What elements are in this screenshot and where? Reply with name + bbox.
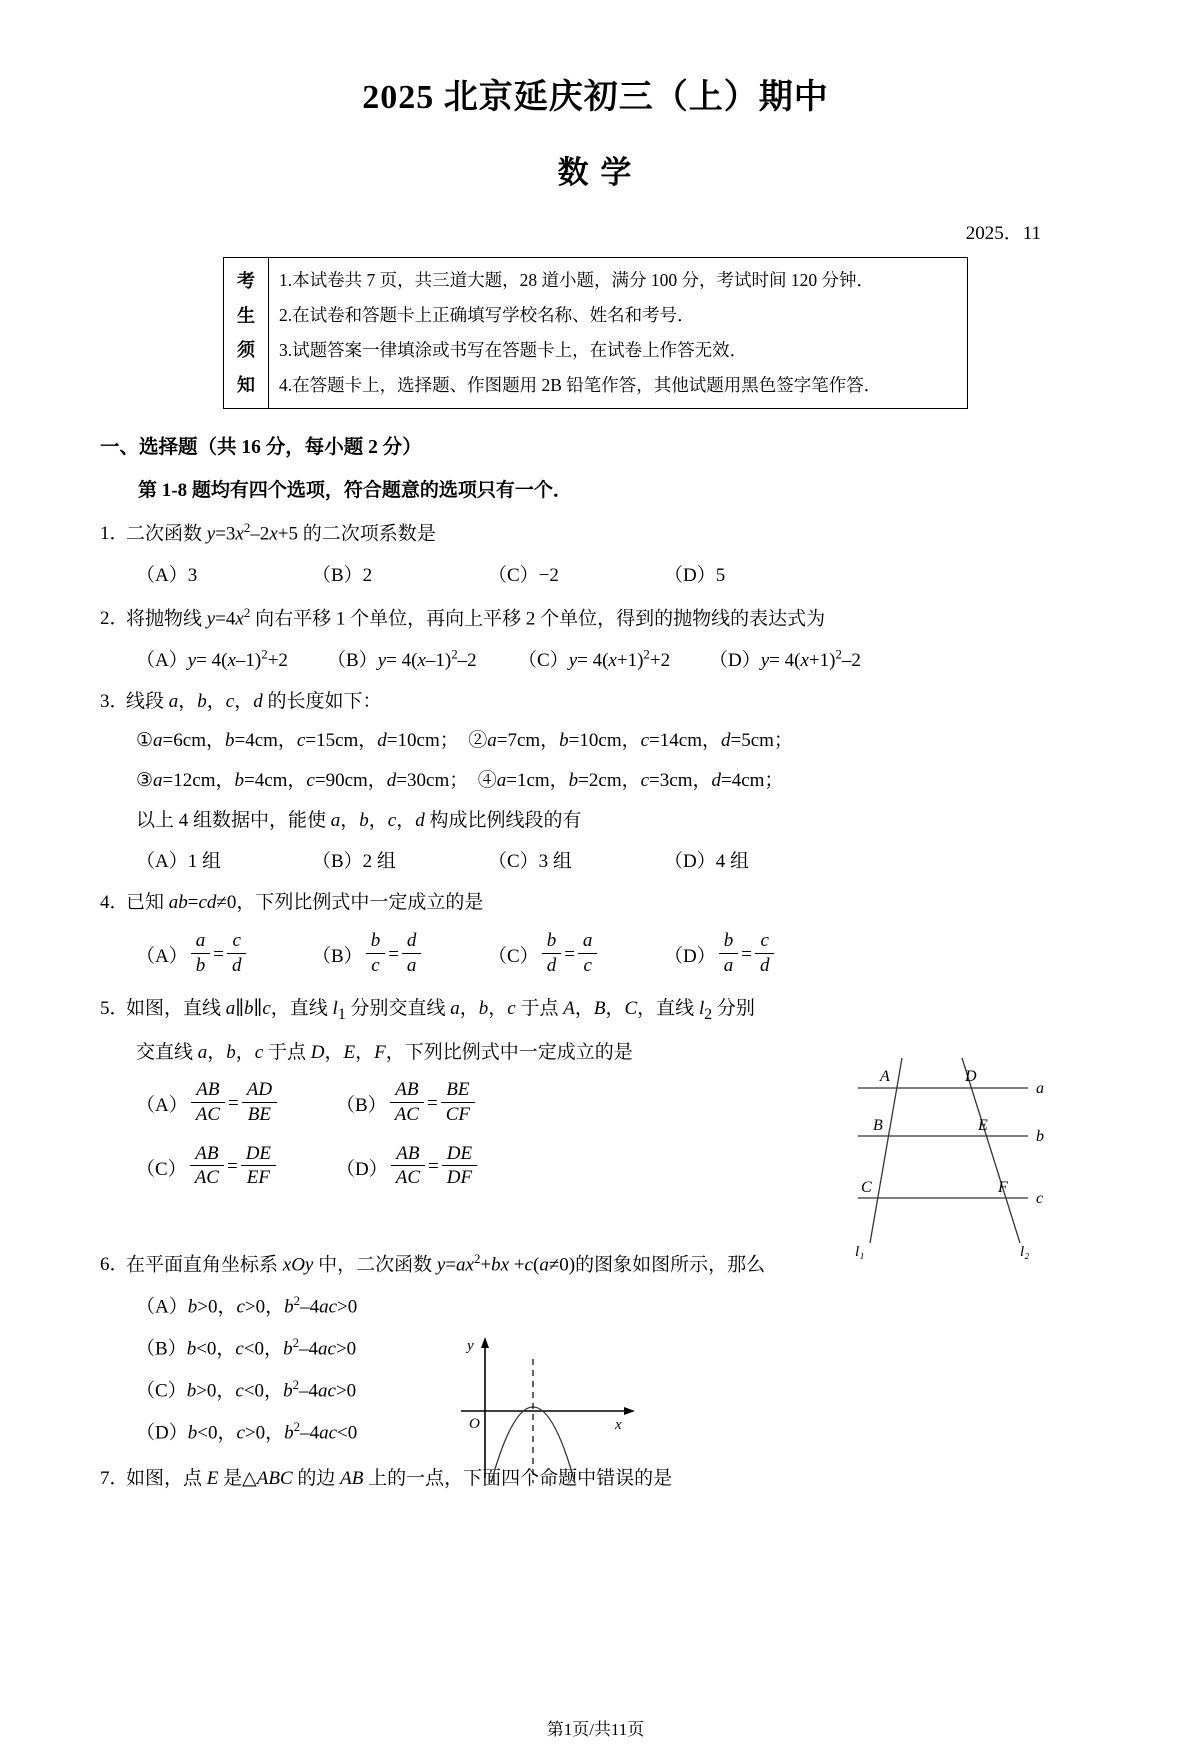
question-1-option-d[interactable]: （D）5 [664,564,726,586]
question-3-option-d[interactable]: （D）4 组 [664,851,749,873]
question-3-number: 3． [100,690,129,712]
fraction: $\frac{b}{c}$ [366,929,386,978]
question-7: 7．如图，点 E 是△ABC 的边 AB 上的一点，下面四个命题中错误的是 [100,1466,1101,1492]
question-3-option-b[interactable]: （B）2 组 [312,851,396,873]
question-5-option-a-label: （A） [136,1095,188,1117]
notice-line-2: 2.在试卷和答题卡上正确填写学校名称、姓名和考号． [279,304,695,325]
fig5-label-a: a [1036,1080,1044,1097]
question-5-option-a[interactable]: （A） $\frac{AB}{AC}$ = $\frac{AD}{BE}$ [136,1079,336,1128]
question-4-option-b[interactable]: （B） $\frac{b}{c}$ = $\frac{d}{a}$ [312,930,488,979]
fraction: $\frac{AB}{AC}$ [191,1078,225,1127]
question-1-stem-post: 的二次项系数是 [297,523,436,545]
notice-label-char-4: 知 [237,374,255,395]
question-1-option-a[interactable]: （A）3 [136,564,198,586]
fig5-label-B: B [873,1117,883,1134]
question-3-options [136,846,1101,873]
question-4-option-c[interactable]: （C） $\frac{b}{d}$ = $\frac{a}{c}$ [488,930,664,979]
notice-label-char-1: 考 [237,271,255,292]
subject-title: 数 学 [557,154,634,190]
question-3-option-c[interactable]: （C）3 组 [488,851,572,873]
question-3-data-line-3: 以上 4 组数据中，能使 a，b，c，d 构成比例线段的有 [136,809,582,831]
question-5-option-d-label: （D） [336,1158,388,1180]
fig6-y-axis-label: y [467,1338,474,1354]
question-2-number: 2． [100,608,129,630]
question-3-data-line-2: ③a=12cm，b=4cm，c=90cm，d=30cm； ④a=1cm，b=2cm，c=3cm，d=4cm； [136,770,784,792]
fig5-label-E: E [978,1117,988,1134]
fraction: $\frac{AB}{AC}$ [390,1078,424,1127]
fig5-label-A: A [880,1068,890,1085]
question-5-figure [840,1038,1075,1263]
fig6-x-axis-label: x [615,1417,622,1433]
exam-page [0,78,1191,1762]
fraction: $\frac{DE}{EF}$ [241,1142,276,1191]
question-4-options [136,930,1101,979]
question-1-options [136,560,1101,587]
question-5-option-c-label: （C） [136,1158,187,1180]
question-1-number: 1． [100,523,129,545]
question-2-options [136,645,1101,672]
notice-label-column [224,258,269,408]
question-6: 6．在平面直角坐标系 xOy 中，二次函数 $y=ax^2+bx +c(a\ne 0)$的图象如图所示，那么 [100,1250,1101,1278]
question-2-option-a[interactable]: $(A)y= 4(x-1)^2+2$ [136,646,288,671]
question-6-option-b[interactable]: （B）b<0，c<0，$b^2-4ac>0$ [136,1334,357,1360]
question-6-option-a[interactable]: （A）b>0，c>0，$b^2-4ac>0$ [136,1293,358,1318]
fraction: $\frac{BE}{CF}$ [441,1078,475,1127]
question-4-option-b-label: （B） [312,946,363,968]
fig5-label-l2: l₂ [1020,1244,1030,1260]
question-4-option-d-label: （D） [664,946,716,968]
question-2: 2．将抛物线 $y=4x^2$ 向右平移 1 个单位，再向上平移 2 个单位，得到的抛物线的表达式为 [100,604,1101,632]
exam-date: 2025．11 [965,222,1041,244]
fraction: $\frac{b}{d}$ [542,929,562,978]
notice-line-4: 4.在答题卡上，选择题、作图题用 2B 铅笔作答，其他试题用黑色签字笔作答． [279,374,882,395]
question-5-number: 5． [100,998,129,1020]
page-footer: 第1页/共11页 [546,1720,645,1739]
question-3: 3．线段 a，b，c，d 的长度如下： [100,689,1101,715]
fig5-label-F: F [998,1179,1008,1196]
fraction: $\frac{AB}{AC}$ [190,1142,224,1191]
fraction: $\frac{DE}{DF}$ [442,1142,477,1191]
question-5-option-d[interactable]: （D） $\frac{AB}{AC}$ = $\frac{DE}{DF}$ [336,1143,536,1192]
fraction: $\frac{a}{c}$ [578,929,598,978]
fig5-label-b: b [1036,1128,1044,1145]
question-5-stem-line-2: 交直线 a，b，c 于点 D，E，F，下列比例式中一定成立的是 [136,1041,633,1063]
fraction: $\frac{AD}{BE}$ [242,1078,277,1127]
fraction: $\frac{c}{d}$ [755,929,775,978]
notice-text-column [269,258,967,408]
fraction: $\frac{a}{b}$ [191,929,211,978]
notice-label-char-2: 生 [237,305,255,326]
question-2-option-b[interactable]: $(B)y= 4(x-1)^2-2$ [327,646,477,671]
page-title: 2025 北京延庆初三（上）期中 [362,79,829,116]
question-2-option-c[interactable]: $(C)y= 4(x+1)^2+2$ [518,646,671,671]
question-1-stem-pre: 二次函数 [126,523,207,545]
section-note: 第 1-8 题均有四个选项，符合题意的选项只有一个． [138,479,572,501]
fig5-label-C: C [861,1179,872,1196]
notice-label-char-3: 须 [237,340,255,361]
question-3-option-a[interactable]: （A）1 组 [136,851,221,873]
section-title: 一、选择题（共 16 分，每小题 2 分） [100,436,422,458]
question-7-number: 7． [100,1467,129,1489]
fig5-label-c: c [1036,1190,1044,1207]
question-6-number: 6． [100,1254,129,1276]
question-1-option-b[interactable]: （B）2 [312,564,373,586]
question-1: 1．二次函数 $y=3x^2-2x+5$ 的二次项系数是 [100,519,1101,547]
fig5-label-l1: l₁ [855,1244,865,1260]
question-4-option-c-label: （C） [488,946,539,968]
question-1-option-c[interactable]: （C）−2 [488,564,559,586]
notice-box [223,257,968,409]
question-3-data-line-1: ①a=6cm，b=4cm，c=15cm，d=10cm； ②a=7cm，b=10cm，c=14cm，d=5cm； [136,730,793,752]
question-5-option-b-label: （B） [336,1095,387,1117]
fraction: $\frac{d}{a}$ [402,929,422,978]
question-5: 5．如图，直线 a∥b∥c，直线 $l_1$ 分别交直线 a，b，c 于点 A，B，C，直线 $l_2$ 分别 [100,998,755,1024]
question-4-number: 4． [100,892,129,914]
fig6-origin-label: O [469,1416,480,1432]
question-6-figure [455,1333,645,1483]
fraction: $\frac{b}{a}$ [719,929,739,978]
question-5-option-b[interactable]: （B） $\frac{AB}{AC}$ = $\frac{BE}{CF}$ [336,1079,536,1128]
fig5-label-D: D [965,1068,977,1085]
notice-line-1: 1.本试卷共 7 页，共三道大题，28 道小题，满分 100 分，考试时间 120 分钟． [279,269,874,290]
question-4: 4．已知 ab=cd≠0，下列比例式中一定成立的是 [100,890,1101,916]
notice-line-3: 3.试题答案一律填涂或书写在答题卡上，在试卷上作答无效． [279,339,748,360]
question-2-option-d[interactable]: $(D)y= 4(x+1)^2-2$ [709,646,861,671]
fraction: $\frac{AB}{AC}$ [391,1142,425,1191]
question-4-option-a[interactable]: （A） $\frac{a}{b}$ = $\frac{c}{d}$ [136,930,312,979]
fraction: $\frac{c}{d}$ [227,929,247,978]
question-4-option-d[interactable]: （D） $\frac{b}{a}$ = $\frac{c}{d}$ [664,930,840,979]
question-5-option-c[interactable]: （C） $\frac{AB}{AC}$ = $\frac{DE}{EF}$ [136,1143,336,1192]
question-4-option-a-label: （A） [136,946,188,968]
question-6-option-d[interactable]: （D）b<0，c>0，$b^2-4ac<0$ [136,1418,358,1444]
question-6-option-c[interactable]: （C）b>0，c<0，$b^2-4ac>0$ [136,1376,357,1402]
